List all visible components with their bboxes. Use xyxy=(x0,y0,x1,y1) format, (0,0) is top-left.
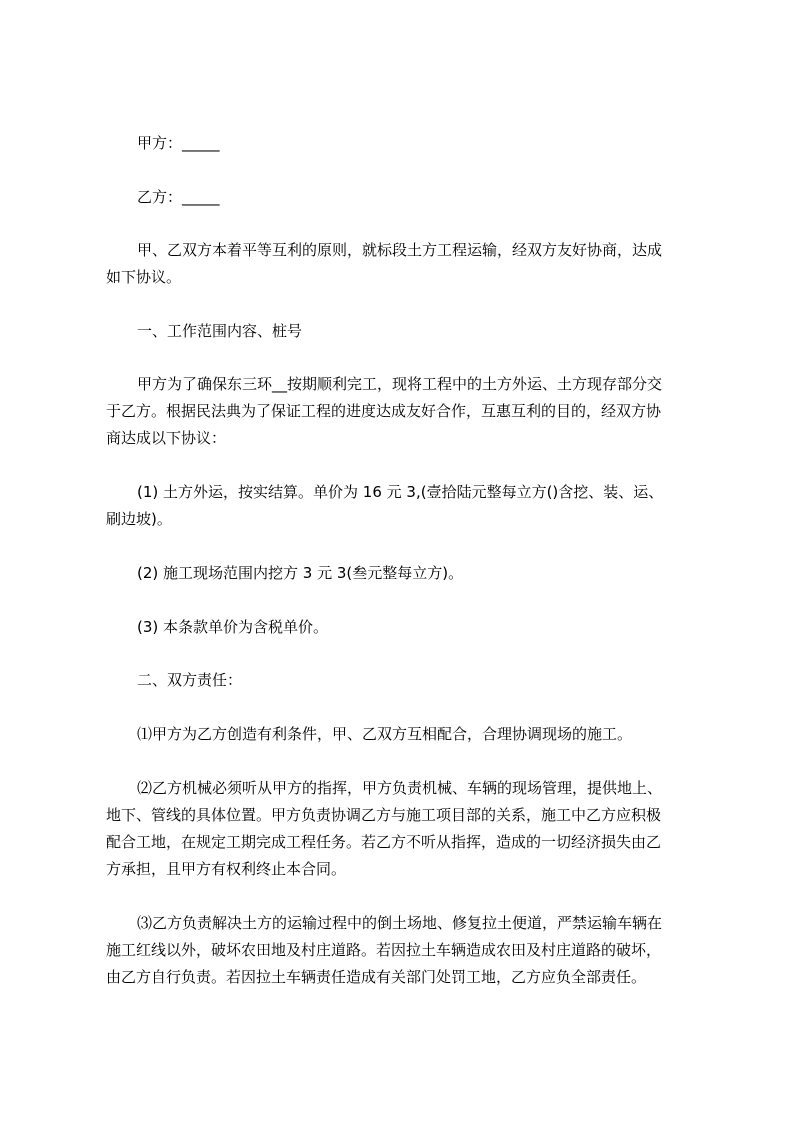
resp1-line: ⑴甲方为乙方创造有利条件，甲、乙双方互相配合，合理协调现场的施工。 xyxy=(137,725,633,743)
section1-line-1: 甲方为了确保东三环__按期顺利完工，现将工程中的土方外运、土方现存部分交 xyxy=(137,375,663,393)
section1-title: 一、工作范围内容、桩号 xyxy=(137,322,303,340)
party-b-line: 乙方：_____ xyxy=(137,188,220,206)
item2-line: (2) 施工现场范围内挖方 3 元 3(叁元整每立方)。 xyxy=(137,564,464,582)
resp3-line-3: 由乙方自行负责。若因拉土车辆责任造成有关部门处罚工地，乙方应负全部责任。 xyxy=(106,968,647,986)
resp2-line-3: 配合工地，在规定工期完成工程任务。若乙方不听从指挥，造成的一切经济损失由乙 xyxy=(106,833,662,851)
section1-line-2: 于乙方。根据民法典为了保证工程的进度达成友好合作，互惠互利的目的，经双方协 xyxy=(106,402,662,420)
section1-line-3: 商达成以下协议： xyxy=(106,429,227,447)
party-a-line: 甲方：_____ xyxy=(137,134,220,152)
intro-line-2: 如下协议。 xyxy=(106,268,182,286)
resp3-line-1: ⑶乙方负责解决土方的运输过程中的倒土场地、修复拉土便道，严禁运输车辆在 xyxy=(137,914,663,932)
intro-line-1: 甲、乙双方本着平等互利的原则，就标段土方工程运输，经双方友好协商，达成 xyxy=(137,241,663,259)
resp3-line-2: 施工红线以外，破坏农田地及村庄道路。若因拉土车辆造成农田及村庄道路的破坏， xyxy=(106,941,662,959)
section2-title: 二、双方责任： xyxy=(137,671,243,689)
resp2-line-2: 地下、管线的具体位置。甲方负责协调乙方与施工项目部的关系，施工中乙方应积极 xyxy=(106,806,662,824)
resp2-line-4: 方承担，且甲方有权利终止本合同。 xyxy=(106,860,347,878)
item3-line: (3) 本条款单价为含税单价。 xyxy=(137,618,329,636)
item1-line-2: 刷边坡)。 xyxy=(106,510,172,528)
resp2-line-1: ⑵乙方机械必须听从甲方的指挥，甲方负责机械、车辆的现场管理，提供地上、 xyxy=(137,779,663,797)
item1-line-1: (1) 土方外运，按实结算。单价为 16 元 3,(壹拾陆元整每立方()含挖、装、运、 xyxy=(137,483,664,501)
